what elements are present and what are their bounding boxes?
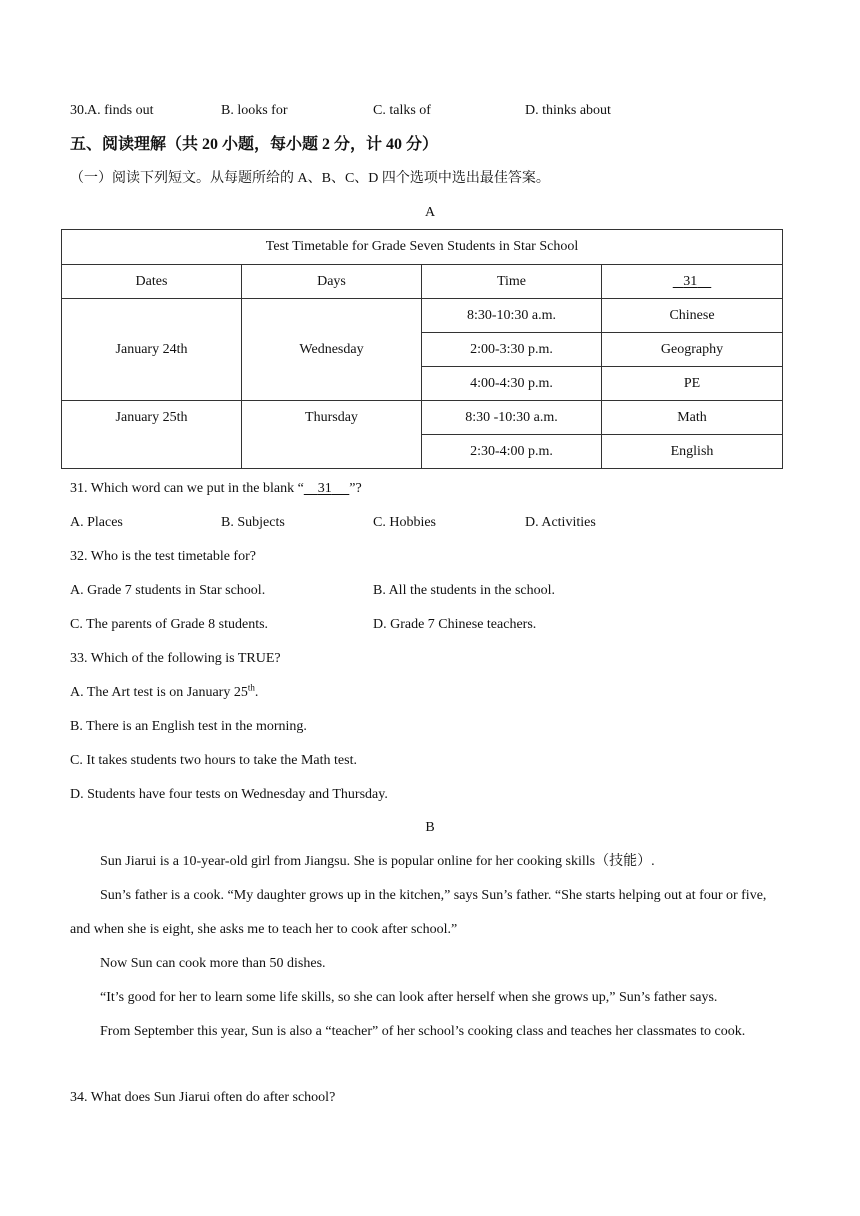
passage-b-paragraph: Now Sun can cook more than 50 dishes. <box>100 956 326 971</box>
date-cell: January 24th <box>62 299 242 401</box>
date-cell: January 25th <box>62 401 242 469</box>
header-blank-31 <box>602 265 783 299</box>
subject-cell: Math <box>602 401 783 435</box>
time-cell: 8:30-10:30 a.m. <box>422 299 602 333</box>
q32-option-d: D. Grade 7 Chinese teachers. <box>373 617 537 632</box>
q32-option-a: A. Grade 7 students in Star school. <box>70 583 266 598</box>
q31-blank: 31 <box>317 481 332 496</box>
q31-stem: 31. Which word can we put in the blank “ 31 ”? <box>70 479 362 499</box>
header-time: Time <box>422 265 602 299</box>
day-cell: Wednesday <box>242 299 422 401</box>
q32-option-c: C. The parents of Grade 8 students. <box>70 617 269 632</box>
q30-option-c: C. talks of <box>373 103 431 118</box>
passage-b-paragraph: Sun Jiarui is a 10-year-old girl from Jiangsu. She is popular online for her cooking skills（技能）. <box>100 854 655 869</box>
q31-option-d: D. Activities <box>525 515 596 530</box>
test-timetable <box>61 229 783 469</box>
q30-option-d: D. thinks about <box>525 103 611 118</box>
q33-stem: 33. Which of the following is TRUE? <box>70 651 281 666</box>
time-cell: 4:00-4:30 p.m. <box>422 367 602 401</box>
subject-cell: Chinese <box>602 299 783 333</box>
header-dates: Dates <box>62 265 242 299</box>
q34-stem: 34. What does Sun Jiarui often do after school? <box>70 1090 336 1105</box>
subject-cell: PE <box>602 367 783 401</box>
header-days: Days <box>242 265 422 299</box>
passage-b-paragraph: From September this year, Sun is also a “teacher” of her school’s cooking class and teaches her classmates to cook. <box>100 1024 746 1039</box>
subject-cell: English <box>602 435 783 469</box>
q33-option-a: A. The Art test is on January 25th. <box>70 682 259 700</box>
q32-stem: 32. Who is the test timetable for? <box>70 549 256 564</box>
section-title: 五、阅读理解（共 20 小题，每小题 2 分，计 40 分） <box>70 136 439 153</box>
blank-31: 31 <box>683 273 698 289</box>
q32-option-b: B. All the students in the school. <box>373 583 555 598</box>
passage-b-paragraph: “It’s good for her to learn some life skills, so she can look after herself when she grows up,” Sun’s father says. <box>100 990 718 1005</box>
section-instruction: （一）阅读下列短文。从每题所给的 A、B、C、D 四个选项中选出最佳答案。 <box>70 171 550 186</box>
time-cell: 2:00-3:30 p.m. <box>422 333 602 367</box>
subject-cell: Geography <box>602 333 783 367</box>
timetable-title: Test Timetable for Grade Seven Students in Star School <box>62 230 783 265</box>
day-cell: Thursday <box>242 401 422 469</box>
time-cell: 8:30 -10:30 a.m. <box>422 401 602 435</box>
q33-option-b: B. There is an English test in the morning. <box>70 719 307 734</box>
q31-option-c: C. Hobbies <box>373 515 436 530</box>
passage-a-letter: A <box>424 205 436 220</box>
q30-option-b: B. looks for <box>221 103 288 118</box>
time-cell: 2:30-4:00 p.m. <box>422 435 602 469</box>
q30-option-a: 30. A. finds out <box>70 103 154 118</box>
q31-option-a: A. Places <box>70 515 123 530</box>
q33-option-d: D. Students have four tests on Wednesday and Thursday. <box>70 787 388 802</box>
passage-b-letter: B <box>425 820 435 835</box>
q33-option-c: C. It takes students two hours to take the Math test. <box>70 753 357 768</box>
passage-b-paragraph: Sun’s father is a cook. “My daughter grows up in the kitchen,” says Sun’s father. “She starts helping out at four or five, and when she is eight, she asks me to teach her to cook after school.” <box>70 888 767 937</box>
q31-option-b: B. Subjects <box>221 515 285 530</box>
